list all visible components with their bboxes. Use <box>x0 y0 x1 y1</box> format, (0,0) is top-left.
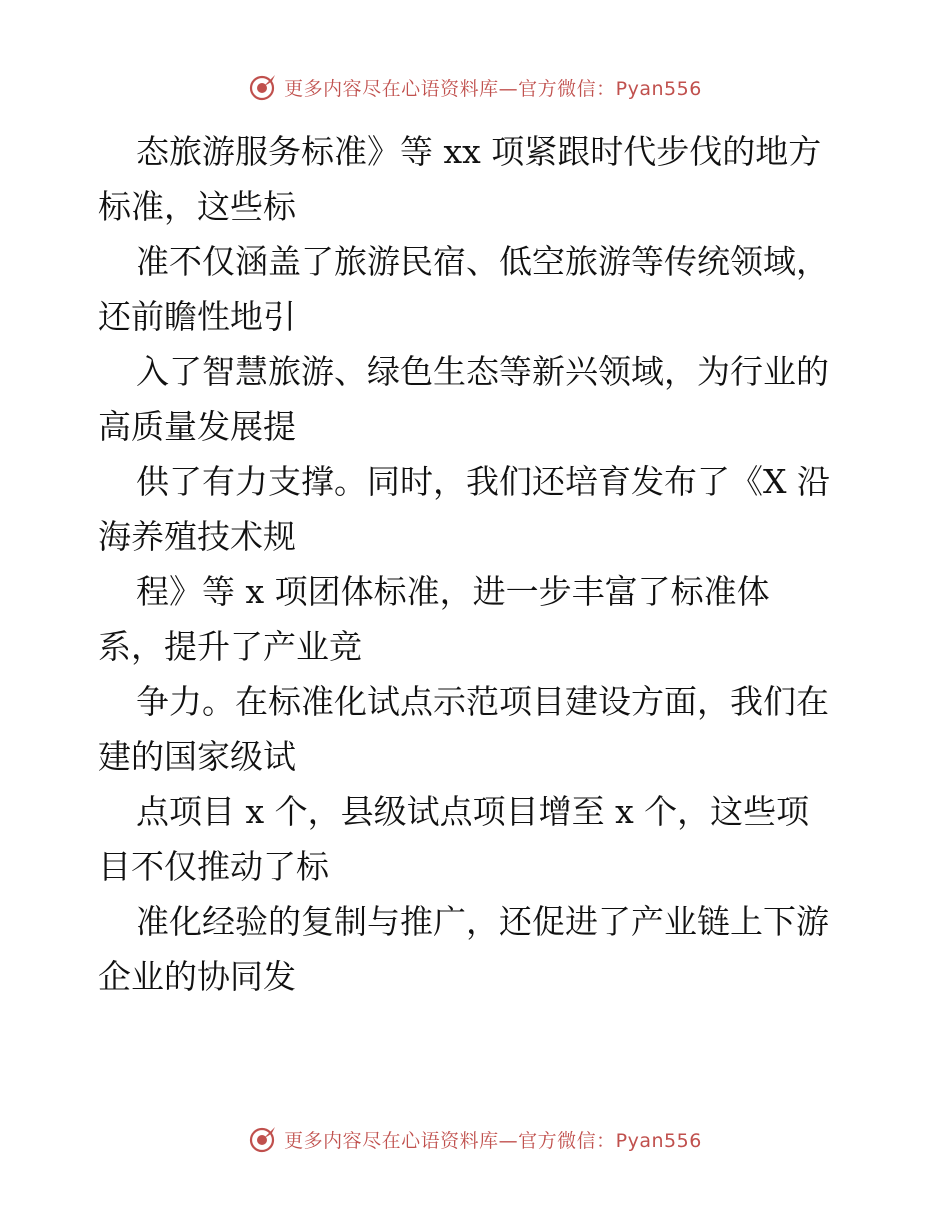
text-line-6: 高质量发展提 <box>98 407 296 446</box>
text-line-9: 程》等 x 项团体标准，进一步丰富了标准体 <box>136 572 770 611</box>
text-line-12: 建的国家级试 <box>98 737 296 776</box>
text-line-2: 标准，这些标 <box>98 187 296 226</box>
text-line-3: 准不仅涵盖了旅游民宿、低空旅游等传统领域， <box>136 242 829 281</box>
text-line-13: 点项目 x 个，县级试点项目增至 x 个，这些项 <box>136 792 810 831</box>
text-line-14: 目不仅推动了标 <box>98 847 329 886</box>
quill-circle-logo-icon <box>248 72 278 102</box>
text-line-7: 供了有力支撑。同时，我们还培育发布了《X 沿 <box>136 462 830 501</box>
footer-banner <box>0 1124 950 1154</box>
text-line-15: 准化经验的复制与推广，还促进了产业链上下游 <box>136 902 829 941</box>
text-line-16: 企业的协同发 <box>98 957 296 996</box>
quill-circle-logo-icon <box>248 1124 278 1154</box>
text-line-4: 还前瞻性地引 <box>98 297 296 336</box>
text-line-11: 争力。在标准化试点示范项目建设方面，我们在 <box>136 682 829 721</box>
text-line-5: 入了智慧旅游、绿色生态等新兴领域，为行业的 <box>136 352 829 391</box>
header-banner-text: 更多内容尽在心语资料库—官方微信：Pyan556 <box>284 77 702 100</box>
footer-banner-text: 更多内容尽在心语资料库—官方微信：Pyan556 <box>284 1129 702 1152</box>
header-banner <box>0 72 950 102</box>
text-line-8: 海养殖技术规 <box>98 517 296 556</box>
text-line-10: 系，提升了产业竞 <box>98 627 362 666</box>
text-line-1: 态旅游服务标准》等 xx 项紧跟时代步伐的地方 <box>136 132 822 171</box>
document-body <box>98 124 858 1004</box>
